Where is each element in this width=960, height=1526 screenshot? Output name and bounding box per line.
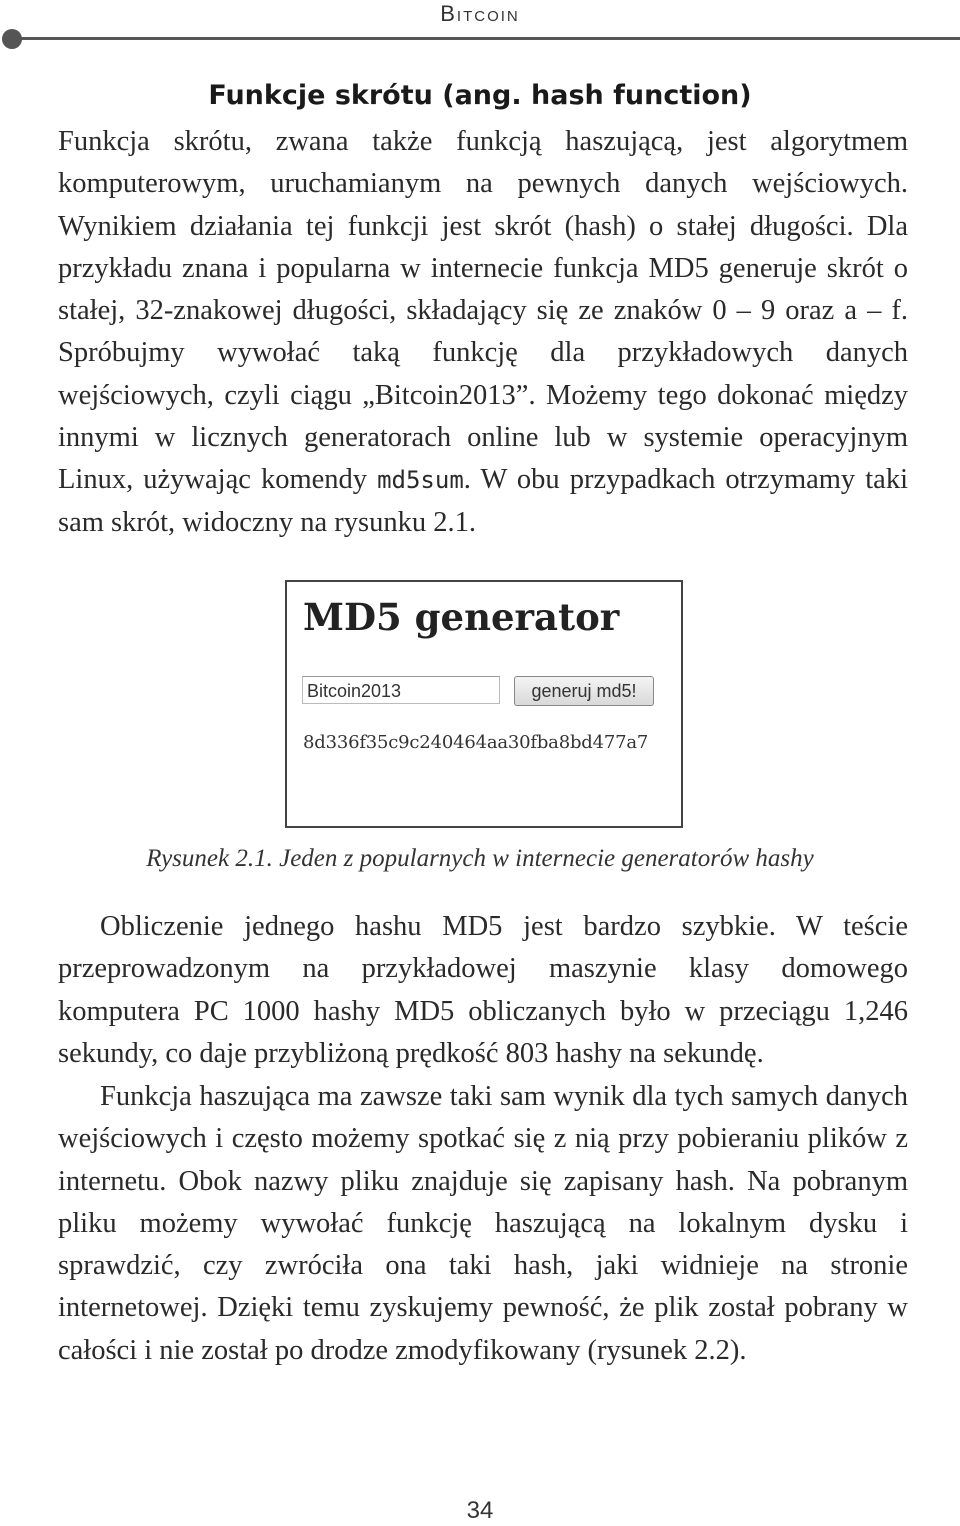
figure-caption: Rysunek 2.1. Jeden z popularnych w internecie generatorów hashy	[146, 845, 814, 872]
paragraph-1-text-a: Funkcja skrótu, zwana także funkcją haszującą, jest algorytmem komputerowym, uruchamianym na pewnych danych wejściowych. Wynikiem działania tej funkcji jest skrót (hash) o stałej długości. Dla przykładu znana i popularna w internecie funkcja MD5 generuje skrót o stałej, 32-znakowej długości, składający się ze znaków 0 – 9 oraz a – f. Spróbujmy wywołać taką funkcję dla przykładowych danych wejściowych, czyli ciągu „Bitcoin2013”. Możemy tego dokonać między innymi w licznych generatorach online lub w systemie operacyjnym Linux, używając komendy	[58, 126, 908, 496]
figure-md5-generator	[285, 580, 683, 828]
paragraph-3: Funkcja haszująca ma zawsze taki sam wynik dla tych samych danych wejściowych i często możemy spotkać się z nią przy pobieraniu plików z internetu. Obok nazwy pliku znajduje się zapisany hash. Na pobranym pliku możemy wywołać funkcję haszującą na lokalnym dysku i sprawdzić, czy zwróciła ona taki hash, jaki widnieje na stronie internetowej. Dzięki temu zyskujemy pewność, że plik został pobrany w całości i nie został po drodze zmodyfikowany (rysunek 2.2).	[58, 1081, 908, 1366]
paragraph-1-text-b: . W obu przypadkach otrzymamy taki sam skrót, widoczny na rysunku 2.1.	[58, 464, 908, 538]
paragraph-2: Obliczenie jednego hashu MD5 jest bardzo szybkie. W teście przeprowadzonym na przykładowej maszynie klasy domowego komputera PC 1000 hashy MD5 obliczanych było w przeciągu 1,246 sekundy, co daje przybliżoną prędkość 803 hashy na sekundę.	[58, 911, 908, 1069]
running-head: Bitcoin	[440, 1, 520, 26]
section-heading: Funkcje skrótu (ang. hash function)	[208, 80, 752, 111]
figure-generate-button[interactable]: generuj md5!	[514, 676, 654, 706]
figure-hash-output: 8d336f35c9c240464aa30fba8bd477a7	[303, 732, 649, 753]
figure-input-field[interactable]: Bitcoin2013	[302, 676, 500, 704]
paragraph-1	[58, 121, 908, 544]
header-rule	[12, 37, 960, 40]
figure-title: MD5 generator	[303, 595, 620, 639]
page-number: 34	[466, 1497, 494, 1524]
inline-code-md5sum: md5sum	[377, 466, 464, 495]
